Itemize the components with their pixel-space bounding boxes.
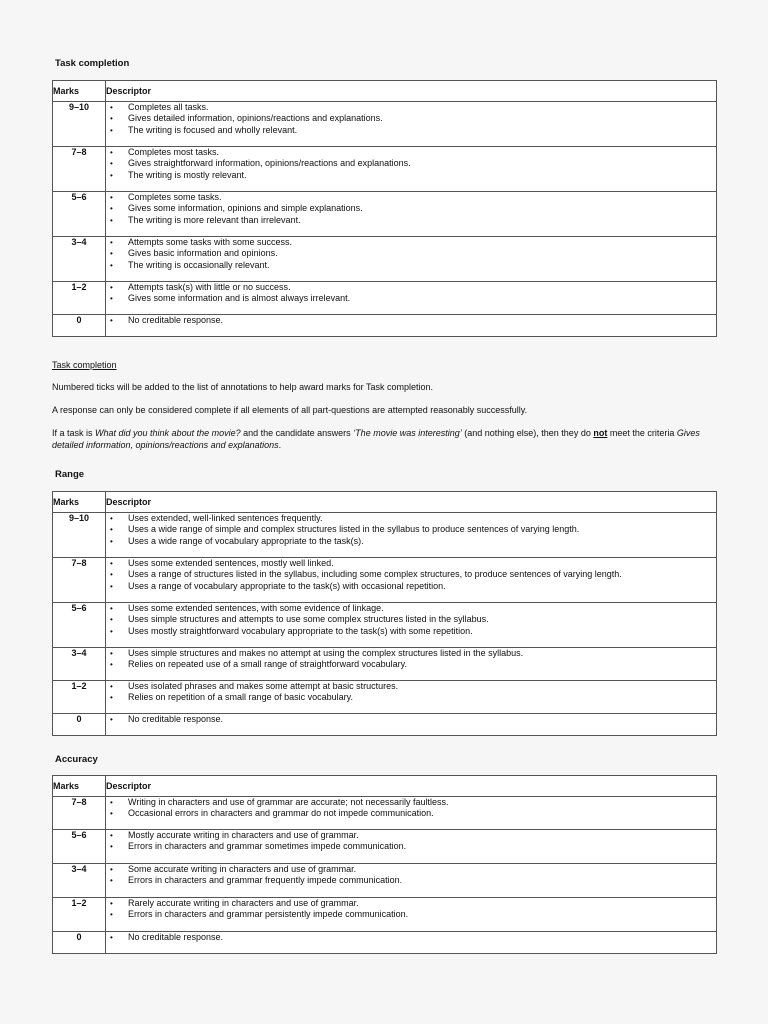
descriptor-list xyxy=(106,315,716,326)
descriptor-item: • Gives straightforward information, opinions/reactions and explanations. xyxy=(106,158,716,169)
descriptor-item: • Uses some extended sentences, with some evidence of linkage. xyxy=(106,603,716,614)
descriptor-cell xyxy=(106,558,717,603)
descriptor-cell xyxy=(106,714,717,736)
marks-cell: 5–6 xyxy=(53,192,106,237)
descriptor-item: • Gives detailed information, opinions/reactions and explanations. xyxy=(106,113,716,124)
descriptor-item: • Uses a range of vocabulary appropriate to the task(s) with occasional repetition. xyxy=(106,581,716,592)
descriptor-item: • Gives some information and is almost always irrelevant. xyxy=(106,293,716,304)
marks-cell: 3–4 xyxy=(53,237,106,282)
descriptor-item: • Uses a range of structures listed in the syllabus, including some complex structures, to produce sentences of varying length. xyxy=(106,569,716,580)
marks-cell: 9–10 xyxy=(53,102,106,147)
notes-paragraph-1: Numbered ticks will be added to the list of annotations to help award marks for Task completion. xyxy=(52,382,434,392)
descriptor-list xyxy=(106,681,716,704)
descriptor-cell xyxy=(106,147,717,192)
descriptor-item: • Errors in characters and grammar frequently impede communication. xyxy=(106,875,716,886)
table-header-row xyxy=(53,81,717,102)
table-row xyxy=(53,932,717,954)
descriptor-item: • The writing is mostly relevant. xyxy=(106,170,716,181)
marks-cell: 7–8 xyxy=(53,147,106,192)
descriptor-item: • The writing is focused and wholly relevant. xyxy=(106,125,716,136)
marks-cell: 1–2 xyxy=(53,282,106,315)
descriptor-list xyxy=(106,830,716,853)
descriptor-item: • Uses simple structures and attempts to use some complex structures listed in the syllabus. xyxy=(106,614,716,625)
descriptor-item: • No creditable response. xyxy=(106,315,716,326)
marks-cell: 1–2 xyxy=(53,681,106,714)
descriptor-item: • Uses a wide range of simple and complex structures listed in the syllabus to produce sentences of varying length. xyxy=(106,524,716,535)
marks-header: Marks xyxy=(53,81,106,102)
marks-header: Marks xyxy=(53,492,106,513)
descriptor-cell xyxy=(106,282,717,315)
descriptor-list xyxy=(106,558,716,592)
descriptor-cell xyxy=(106,192,717,237)
table-row xyxy=(53,558,717,603)
descriptor-cell xyxy=(106,315,717,337)
descriptor-item: • Uses isolated phrases and makes some attempt at basic structures. xyxy=(106,681,716,692)
descriptor-list xyxy=(106,932,716,943)
table-row xyxy=(53,282,717,315)
table-row xyxy=(53,681,717,714)
marks-cell: 0 xyxy=(53,932,106,954)
descriptor-list xyxy=(106,797,716,820)
descriptor-cell xyxy=(106,864,717,898)
marks-cell: 0 xyxy=(53,714,106,736)
marks-cell: 9–10 xyxy=(53,513,106,558)
table-header-row xyxy=(53,492,717,513)
table-row xyxy=(53,315,717,337)
descriptor-list xyxy=(106,192,716,226)
marks-cell: 7–8 xyxy=(53,797,106,830)
marks-cell: 0 xyxy=(53,315,106,337)
descriptor-header: Descriptor xyxy=(106,81,717,102)
descriptor-list xyxy=(106,864,716,887)
descriptor-list xyxy=(106,513,716,547)
descriptor-item: • Completes most tasks. xyxy=(106,147,716,158)
table-row xyxy=(53,898,717,932)
descriptor-item: • Errors in characters and grammar sometimes impede communication. xyxy=(106,841,716,852)
descriptor-item: • Occasional errors in characters and grammar do not impede communication. xyxy=(106,808,716,819)
descriptor-cell xyxy=(106,513,717,558)
descriptor-item: • Gives some information, opinions and simple explanations. xyxy=(106,203,716,214)
descriptor-cell xyxy=(106,932,717,954)
descriptor-item: • Uses extended, well-linked sentences frequently. xyxy=(106,513,716,524)
marks-cell: 3–4 xyxy=(53,648,106,681)
descriptor-cell xyxy=(106,237,717,282)
table-header-row xyxy=(53,776,717,797)
descriptor-item: • Uses some extended sentences, mostly well linked. xyxy=(106,558,716,569)
descriptor-list xyxy=(106,898,716,921)
descriptor-item: • Writing in characters and use of grammar are accurate; not necessarily faultless. xyxy=(106,797,716,808)
descriptor-list xyxy=(106,147,716,181)
range-table xyxy=(52,491,717,736)
descriptor-list xyxy=(106,237,716,271)
marks-cell: 3–4 xyxy=(53,864,106,898)
descriptor-item: • The writing is more relevant than irrelevant. xyxy=(106,215,716,226)
table-row xyxy=(53,237,717,282)
task-completion-table xyxy=(52,80,717,337)
descriptor-header: Descriptor xyxy=(106,492,717,513)
descriptor-list xyxy=(106,102,716,136)
table-row xyxy=(53,147,717,192)
notes-heading: Task completion xyxy=(52,360,117,370)
table-row xyxy=(53,797,717,830)
descriptor-item: • Uses a wide range of vocabulary appropriate to the task(s). xyxy=(106,536,716,547)
descriptor-item: • Attempts some tasks with some success. xyxy=(106,237,716,248)
descriptor-item: • Rarely accurate writing in characters and use of grammar. xyxy=(106,898,716,909)
descriptor-item: • Completes some tasks. xyxy=(106,192,716,203)
range-title: Range xyxy=(55,469,85,480)
descriptor-list xyxy=(106,603,716,637)
descriptor-item: • Mostly accurate writing in characters and use of grammar. xyxy=(106,830,716,841)
notes-paragraph-3: If a task is What did you think about the movie? and the candidate answers ‘The movie was interesting’ (and nothing else), then they do not meet the criteria Gives detailed information, opinions/reactions and explanations. xyxy=(52,428,700,450)
table-row xyxy=(53,714,717,736)
descriptor-cell xyxy=(106,102,717,147)
descriptor-cell xyxy=(106,898,717,932)
descriptor-item: • Relies on repetition of a small range of basic vocabulary. xyxy=(106,692,716,703)
table-row xyxy=(53,513,717,558)
marks-header: Marks xyxy=(53,776,106,797)
accuracy-table xyxy=(52,775,717,954)
descriptor-item: • Errors in characters and grammar persistently impede communication. xyxy=(106,909,716,920)
descriptor-item: • Uses simple structures and makes no attempt at using the complex structures listed in the syllabus. xyxy=(106,648,716,659)
notes-paragraph-2: A response can only be considered complete if all elements of all part-questions are attempted reasonably successfully. xyxy=(52,405,528,415)
descriptor-item: • Gives basic information and opinions. xyxy=(106,248,716,259)
descriptor-cell xyxy=(106,830,717,864)
descriptor-cell xyxy=(106,648,717,681)
descriptor-item: • Attempts task(s) with little or no success. xyxy=(106,282,716,293)
task-completion-title: Task completion xyxy=(55,58,130,69)
descriptor-item: • No creditable response. xyxy=(106,714,716,725)
descriptor-list xyxy=(106,648,716,671)
marks-cell: 1–2 xyxy=(53,898,106,932)
table-row xyxy=(53,864,717,898)
accuracy-title: Accuracy xyxy=(55,754,98,765)
descriptor-cell xyxy=(106,603,717,648)
marks-cell: 5–6 xyxy=(53,830,106,864)
descriptor-item: • The writing is occasionally relevant. xyxy=(106,260,716,271)
descriptor-cell xyxy=(106,797,717,830)
descriptor-item: • Uses mostly straightforward vocabulary appropriate to the task(s) with some repetition. xyxy=(106,626,716,637)
table-row xyxy=(53,192,717,237)
descriptor-item: • No creditable response. xyxy=(106,932,716,943)
descriptor-cell xyxy=(106,681,717,714)
descriptor-item: • Relies on repeated use of a small range of straightforward vocabulary. xyxy=(106,659,716,670)
descriptor-item: • Completes all tasks. xyxy=(106,102,716,113)
marks-cell: 7–8 xyxy=(53,558,106,603)
descriptor-header: Descriptor xyxy=(106,776,717,797)
descriptor-list xyxy=(106,282,716,305)
descriptor-item: • Some accurate writing in characters and use of grammar. xyxy=(106,864,716,875)
table-row xyxy=(53,648,717,681)
table-row xyxy=(53,603,717,648)
table-row xyxy=(53,830,717,864)
marks-cell: 5–6 xyxy=(53,603,106,648)
descriptor-list xyxy=(106,714,716,725)
table-row xyxy=(53,102,717,147)
